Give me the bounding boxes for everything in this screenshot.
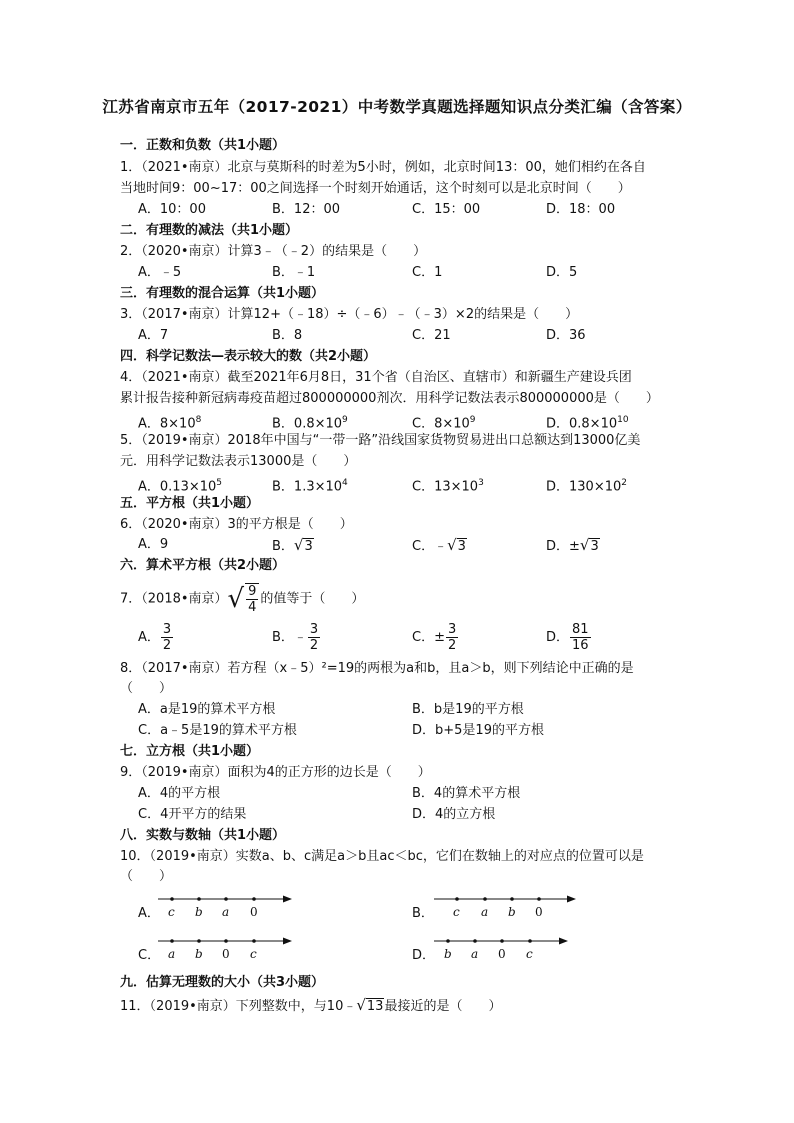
- question-8-line-1: 8．（2017•南京）若方程（x﹣5）²=19的两根为a和b，且a＞b，则下列结论中正确的是: [120, 661, 634, 676]
- question-6-option-b: B．√3: [272, 536, 313, 554]
- question-10-option-b: B．: [412, 906, 434, 921]
- question-6-option-c: C．﹣√3: [412, 536, 466, 554]
- question-7-option-d: D． $\frac{81}{16}$: [546, 622, 589, 653]
- point-dot: [252, 897, 256, 901]
- point-dot: [537, 897, 541, 901]
- section-heading: 九．估算无理数的大小（共3小题）: [120, 975, 325, 990]
- question-8-option-b: B．b是19的平方根: [412, 702, 524, 717]
- point-label: c: [168, 905, 175, 919]
- question-3-option-c: C．21: [412, 328, 451, 343]
- section-heading: 七．立方根（共1小题）: [120, 744, 260, 759]
- question-9-option-b: B．4的算术平方根: [412, 786, 521, 801]
- point-label: a: [471, 947, 479, 961]
- question-1-option-c: C．15：00: [412, 202, 481, 217]
- point-dot: [528, 939, 532, 943]
- point-label: 0: [535, 905, 543, 919]
- question-6-option-a: A．9: [138, 537, 169, 552]
- question-2-option-d: D．5: [546, 265, 578, 280]
- question-8-option-c: C．a﹣5是19的算术平方根: [138, 723, 297, 738]
- point-dot: [197, 939, 201, 943]
- question-6-stem: 6．（2020•南京）3的平方根是（ ）: [120, 517, 353, 532]
- question-7-stem: 7．（2018•南京）√ $\frac{9}{4}$ 的值等于（ ）: [120, 584, 365, 615]
- point-dot: [170, 939, 174, 943]
- point-dot: [473, 939, 477, 943]
- point-label: b: [195, 905, 203, 919]
- section-heading: 一．正数和负数（共1小题）: [120, 138, 286, 153]
- point-dot: [483, 897, 487, 901]
- question-11-stem: 11．（2019•南京）下列整数中，与10﹣√13最接近的是（ ）: [120, 996, 502, 1014]
- question-2-option-c: C．1: [412, 265, 443, 280]
- point-dot: [224, 939, 228, 943]
- number-line-c: [156, 932, 296, 964]
- number-line-b: [432, 890, 580, 922]
- question-4-option-d: D．$0.8\times 10^{10}$: [546, 415, 629, 432]
- question-8-option-a: A．a是19的算术平方根: [138, 702, 276, 717]
- number-line-a: [156, 890, 296, 922]
- section-heading: 三．有理数的混合运算（共1小题）: [120, 286, 325, 301]
- section-heading: 六．算术平方根（共2小题）: [120, 558, 286, 573]
- question-10-line-2: （ ）: [120, 869, 173, 884]
- point-label: a: [168, 947, 176, 961]
- question-7-option-a: A． $\frac{3}{2}$: [138, 622, 172, 653]
- question-8-line-2: （ ）: [120, 681, 173, 696]
- question-3-option-a: A．7: [138, 328, 169, 343]
- question-1-line-1: 1．（2021•南京）北京与莫斯科的时差为5小时，例如，北京时间13：00，她们相约在各自: [120, 160, 646, 175]
- point-dot: [252, 939, 256, 943]
- question-2-stem: 2．（2020•南京）计算3﹣（﹣2）的结果是（ ）: [120, 244, 427, 259]
- point-dot: [170, 897, 174, 901]
- question-2-option-a: A．﹣5: [138, 265, 182, 280]
- question-4-option-a: A．$8\times 10^8$: [138, 415, 202, 432]
- section-heading: 二．有理数的减法（共1小题）: [120, 223, 299, 238]
- question-1-option-d: D．18：00: [546, 202, 616, 217]
- question-1-option-a: A．10：00: [138, 202, 206, 217]
- question-9-stem: 9．（2019•南京）面积为4的正方形的边长是（ ）: [120, 765, 431, 780]
- question-2-option-b: B．﹣1: [272, 265, 316, 280]
- question-5-option-b: B．$1.3\times 10^4$: [272, 478, 348, 495]
- point-dot: [224, 897, 228, 901]
- point-label: c: [526, 947, 533, 961]
- question-3-stem: 3．（2017•南京）计算12+（﹣18）÷（﹣6）﹣（﹣3）×2的结果是（ ）: [120, 307, 579, 322]
- question-5-line-1: 5．（2019•南京）2018年中国与“一带一路”沿线国家货物贸易进出口总额达到13000亿美: [120, 433, 641, 448]
- question-9-option-c: C．4开平方的结果: [138, 807, 247, 822]
- point-dot: [197, 897, 201, 901]
- section-heading: 八．实数与数轴（共1小题）: [120, 828, 286, 843]
- question-10-option-d: D．: [412, 948, 436, 963]
- question-6-option-d: D．±√3: [546, 536, 599, 554]
- point-label: a: [222, 905, 230, 919]
- point-dot: [455, 897, 459, 901]
- number-line-d: [432, 932, 572, 964]
- point-dot: [510, 897, 514, 901]
- question-5-option-d: D．$130\times 10^2$: [546, 478, 627, 495]
- question-3-option-d: D．36: [546, 328, 586, 343]
- question-5-option-a: A．$0.13\times 10^5$: [138, 478, 223, 495]
- question-1-option-b: B．12：00: [272, 202, 341, 217]
- question-10-option-a: A．: [138, 906, 160, 921]
- question-7-option-b: B．﹣ $\frac{3}{2}$: [272, 622, 319, 653]
- point-dot: [500, 939, 504, 943]
- section-heading: 四．科学记数法—表示较大的数（共2小题）: [120, 349, 377, 364]
- question-5-line-2: 元．用科学记数法表示13000是（ ）: [120, 454, 357, 469]
- point-label: c: [453, 905, 460, 919]
- point-label: 0: [250, 905, 258, 919]
- question-10-option-c: C．: [138, 948, 161, 963]
- question-9-option-d: D．4的立方根: [412, 807, 496, 822]
- point-label: 0: [498, 947, 506, 961]
- question-8-option-d: D．b+5是19的平方根: [412, 723, 544, 738]
- question-5-option-c: C．$13\times 10^3$: [412, 478, 484, 495]
- point-dot: [446, 939, 450, 943]
- question-4-option-c: C．$8\times 10^9$: [412, 415, 476, 432]
- question-4-line-2: 累计报告接种新冠病毒疫苗超过800000000剂次．用科学记数法表示800000000是（ ）: [120, 391, 659, 406]
- question-7-option-c: C．± $\frac{3}{2}$: [412, 622, 457, 653]
- question-10-line-1: 10．（2019•南京）实数a、b、c满足a＞b且ac＜bc，它们在数轴上的对应点的位置可以是: [120, 849, 644, 864]
- point-label: 0: [222, 947, 230, 961]
- question-9-option-a: A．4的平方根: [138, 786, 221, 801]
- point-label: c: [250, 947, 257, 961]
- point-label: b: [444, 947, 452, 961]
- point-label: b: [508, 905, 516, 919]
- section-heading: 五．平方根（共1小题）: [120, 496, 260, 511]
- question-3-option-b: B．8: [272, 328, 303, 343]
- question-1-line-2: 当地时间9：00~17：00之间选择一个时刻开始通话，这个时刻可以是北京时间（ ）: [120, 181, 631, 196]
- point-label: b: [195, 947, 203, 961]
- question-4-line-1: 4．（2021•南京）截至2021年6月8日，31个省（自治区、直辖市）和新疆生产建设兵团: [120, 370, 632, 385]
- question-4-option-b: B．$0.8\times 10^9$: [272, 415, 348, 432]
- point-label: a: [481, 905, 489, 919]
- document-title: 江苏省南京市五年（2017-2021）中考数学真题选择题知识点分类汇编（含答案）: [102, 98, 692, 116]
